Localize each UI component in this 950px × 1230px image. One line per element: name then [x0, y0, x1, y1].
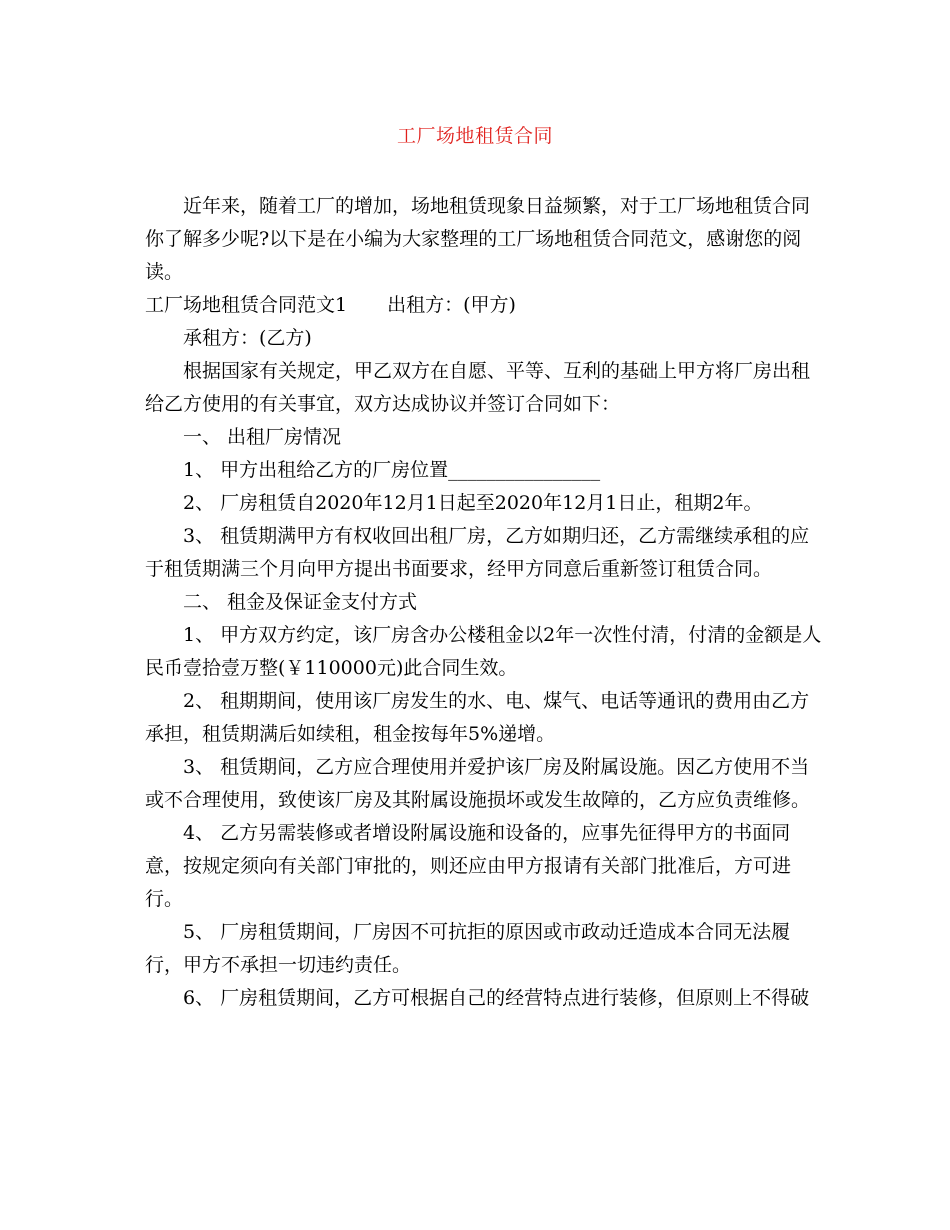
document-line: [145, 982, 815, 1015]
document-line: [145, 718, 815, 751]
line-text: 给乙方使用的有关事宜，双方达成协议并签订合同如下：: [145, 393, 621, 415]
line-text: 根据国家有关规定，甲乙双方在自愿、平等、互利的基础上甲方将厂房出租: [183, 360, 811, 382]
line-text: 3、 租赁期满甲方有权收回出租厂房，乙方如期归还，乙方需继续承租的应: [183, 525, 810, 547]
document-line: [145, 256, 815, 289]
document-line: [145, 586, 815, 619]
line-text: 近年来，随着工厂的增加，场地租赁现象日益频繁，对于工厂场地租赁合同: [183, 195, 811, 217]
line-text: 工厂场地租赁合同范文1: [145, 294, 348, 316]
document-body: [145, 190, 822, 1015]
document-line: [145, 520, 815, 553]
line-text: 4、 乙方另需装修或者增设附属设施和设备的，应事先征得甲方的书面同: [183, 822, 791, 844]
line-text: 一、 出租厂房情况: [183, 426, 342, 448]
line-text: 6、 厂房租赁期间，乙方可根据自己的经营特点进行装修，但原则上不得破: [183, 987, 810, 1009]
line-text: 3、 租赁期间，乙方应合理使用并爱护该厂房及附属设施。因乙方使用不当: [183, 756, 810, 778]
line-text: 你了解多少呢?以下是在小编为大家整理的工厂场地租赁合同范文，感谢您的阅: [145, 228, 802, 250]
document-line: [145, 619, 822, 652]
line-text: 于租赁期满三个月向甲方提出书面要求，经甲方同意后重新签订租赁合同。: [145, 558, 773, 580]
line-text: 承租方：(乙方): [183, 327, 312, 349]
line-text: 民币壹拾壹万整(￥110000元)此合同生效。: [145, 657, 518, 679]
document-line: [145, 289, 815, 322]
document-line: [145, 355, 815, 388]
document-line: [145, 784, 815, 817]
document-line: [145, 916, 815, 949]
document-line: [145, 685, 815, 718]
document-line: [145, 421, 815, 454]
line-text: 二、 租金及保证金支付方式: [183, 591, 418, 613]
line-text: 意，按规定须向有关部门审批的，则还应由甲方报请有关部门批准后，方可进: [145, 855, 792, 877]
document-line: [145, 949, 815, 982]
line-text: 5、 厂房租赁期间，厂房因不可抗拒的原因或市政动迁造成本合同无法履: [183, 921, 791, 943]
document-line: [145, 322, 815, 355]
document-line: [145, 190, 815, 223]
line-text: 1、 甲方双方约定，该厂房含办公楼租金以2年一次性付清，付清的金额是人: [183, 624, 822, 646]
line-text: 或不合理使用，致使该厂房及其附属设施损坏或发生故障的，乙方应负责维修。: [145, 789, 811, 811]
document-line: [145, 487, 815, 520]
document-title: 工厂场地租赁合同: [396, 125, 553, 147]
document-line: [145, 553, 815, 586]
line-text: 2、 租期期间，使用该厂房发生的水、电、煤气、电话等通讯的费用由乙方: [183, 690, 810, 712]
document-line: [145, 223, 815, 256]
document-line: [145, 454, 815, 487]
line-text: 2、 厂房租赁自2020年12月1日起至2020年12月1日止，租期2年。: [183, 492, 763, 514]
line-text: 读。: [145, 261, 184, 283]
document-line: [145, 883, 815, 916]
document-line: [145, 652, 815, 685]
document-line: [145, 751, 815, 784]
line-text-secondary: 出租方：(甲方): [387, 294, 516, 316]
document-line: [145, 388, 815, 421]
line-text: 行，甲方不承担一切违约责任。: [145, 954, 412, 976]
document-line: [145, 850, 815, 883]
line-text: 承担，租赁期满后如续租，租金按每年5%递增。: [145, 723, 556, 745]
line-text: 行。: [145, 888, 184, 910]
line-text: 1、 甲方出租给乙方的厂房位置________________: [183, 459, 601, 481]
document-line: [145, 817, 815, 850]
